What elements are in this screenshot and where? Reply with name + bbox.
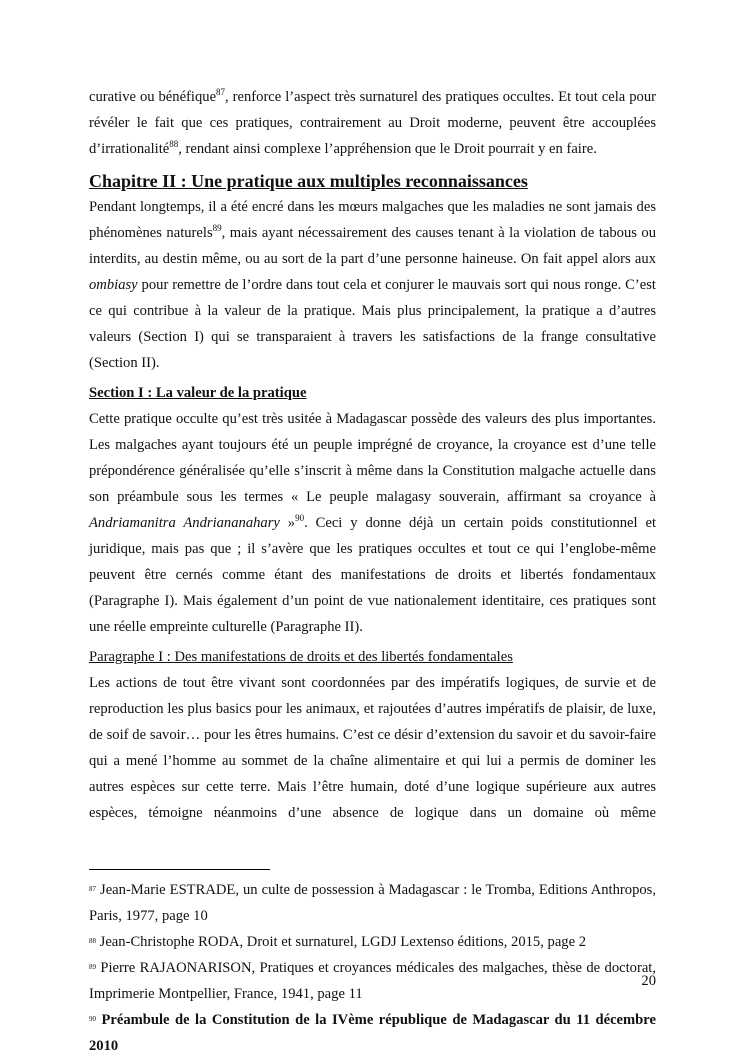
- footnote-ref-87[interactable]: 87: [216, 87, 226, 97]
- footnote-ref-90[interactable]: 90: [295, 513, 305, 523]
- section-text-3: . Ceci y donne déjà un certain poids constitutionnel et juridique, mais pas que ; il s’avère que les pratiques occultes et tout ce qui l’englobe-même peuvent être cernés comme étant des manifestations de droits et libertés fondamentaux (Paragraphe I). Mais également d’un point de vue nationalement identitaire, ces pratiques sont une réelle empreinte culturelle (Paragraphe II).: [89, 515, 657, 635]
- footnote-number: 87: [89, 885, 96, 893]
- footnote-number: 89: [89, 963, 96, 971]
- intro-text-1: curative ou bénéfique: [89, 89, 217, 105]
- footnote-text: Pierre RAJAONARISON, Pratiques et croyances médicales des malgaches, thèse de doctorat, Imprimerie Montpellier, France, 1941, page 11: [89, 960, 656, 1002]
- footnote-separator: [89, 869, 270, 870]
- footnotes: [89, 877, 656, 1059]
- chapter-paragraph: [89, 194, 656, 376]
- section-text-2: »: [279, 515, 296, 531]
- chapter-text-1: Pendant longtemps, il a été encré dans les mœurs malgaches que les maladies ne sont jamais des phénomènes naturels: [89, 199, 656, 241]
- ombiasy-term: ombiasy: [89, 277, 138, 293]
- section-paragraph: [89, 406, 656, 640]
- footnote-text: Préambule de la Constitution de la IVème république de Madagascar du 11 décembre 2010: [89, 1012, 656, 1054]
- intro-text-3: , rendant ainsi complexe l’appréhension que le Droit pourrait y en faire.: [178, 141, 597, 157]
- section-text-1: Cette pratique occulte qu’est très usitée à Madagascar possède des valeurs des plus importantes. Les malgaches ayant toujours été un peuple imprégné de croyance, la croyance est d’une telle prépondérence généralisée qu’elle s’inscrit à même dans la Constitution malgache actuelle dans son préambule sous les termes « Le peuple malagasy souverain, affirmant sa croyance à: [89, 411, 656, 505]
- page-body: [89, 84, 656, 826]
- chapter-text-2: , mais ayant nécessairement des causes tenant à la violation de tabous ou interdits, au destin même, ou au sort de la part d’une personne haineuse. On fait appel alors aux: [89, 225, 657, 267]
- paragraph-one-text: Les actions de tout être vivant sont coordonnées par des impératifs logiques, de survie et de reproduction les plus basics pour les animaux, et rajoutées d’autres impératifs de plaisir, de luxe, de soif de savoir… pour les êtres humains. C’est ce désir d’extension du savoir et du savoir-faire qui a mené l’homme au sommet de la chaîne alimentaire et qui lui a permis de dominer les autres espèces sur cette terre. Mais l’être humain, doté d’une logique supérieure aux autres espèces, témoigne néanmoins d’une absence de logique dans un domaine où même: [89, 675, 656, 821]
- intro-paragraph: [89, 84, 656, 162]
- chapter-text-3: pour remettre de l’ordre dans tout cela et conjurer le mauvais sort qui nous ronge. C’est ce qui contribue à la valeur de la pratique. Mais plus principalement, la pratique a d’autres valeurs (Section I) qui se transparaient à travers les satisfactions de la frange consultative (Section II).: [89, 277, 656, 371]
- footnote-ref-89[interactable]: 89: [212, 223, 222, 233]
- footnote-90: [89, 1007, 656, 1059]
- intro-text-2: , renforce l’aspect très surnaturel des pratiques occultes. Et tout cela pour révéler le fait que ces pratiques, contrairement au Droit moderne, peuvent être accouplées d’irrationalité: [89, 89, 656, 157]
- chapter-title: Chapitre II : Une pratique aux multiples reconnaissances: [89, 171, 528, 191]
- footnote-87: [89, 877, 656, 929]
- section-title: Section I : La valeur de la pratique: [89, 385, 307, 401]
- footnote-text: Jean-Christophe RODA, Droit et surnaturel, LGDJ Lextenso éditions, 2015, page 2: [96, 934, 587, 950]
- footnote-ref-88[interactable]: 88: [169, 139, 179, 149]
- andriamanitra-phrase: Andriamanitra Andriananahary: [89, 515, 280, 531]
- footnote-number: 88: [89, 937, 96, 945]
- footnote-88: [89, 929, 656, 955]
- paragraph-one-title: Paragraphe I : Des manifestations de droits et des libertés fondamentales: [89, 649, 513, 665]
- page-number: 20: [641, 973, 656, 989]
- footnote-number: 90: [89, 1015, 96, 1023]
- footnote-text: Jean-Marie ESTRADE, un culte de possession à Madagascar : le Tromba, Editions Anthropos, Paris, 1977, page 10: [89, 882, 656, 924]
- footnote-89: [89, 955, 656, 1007]
